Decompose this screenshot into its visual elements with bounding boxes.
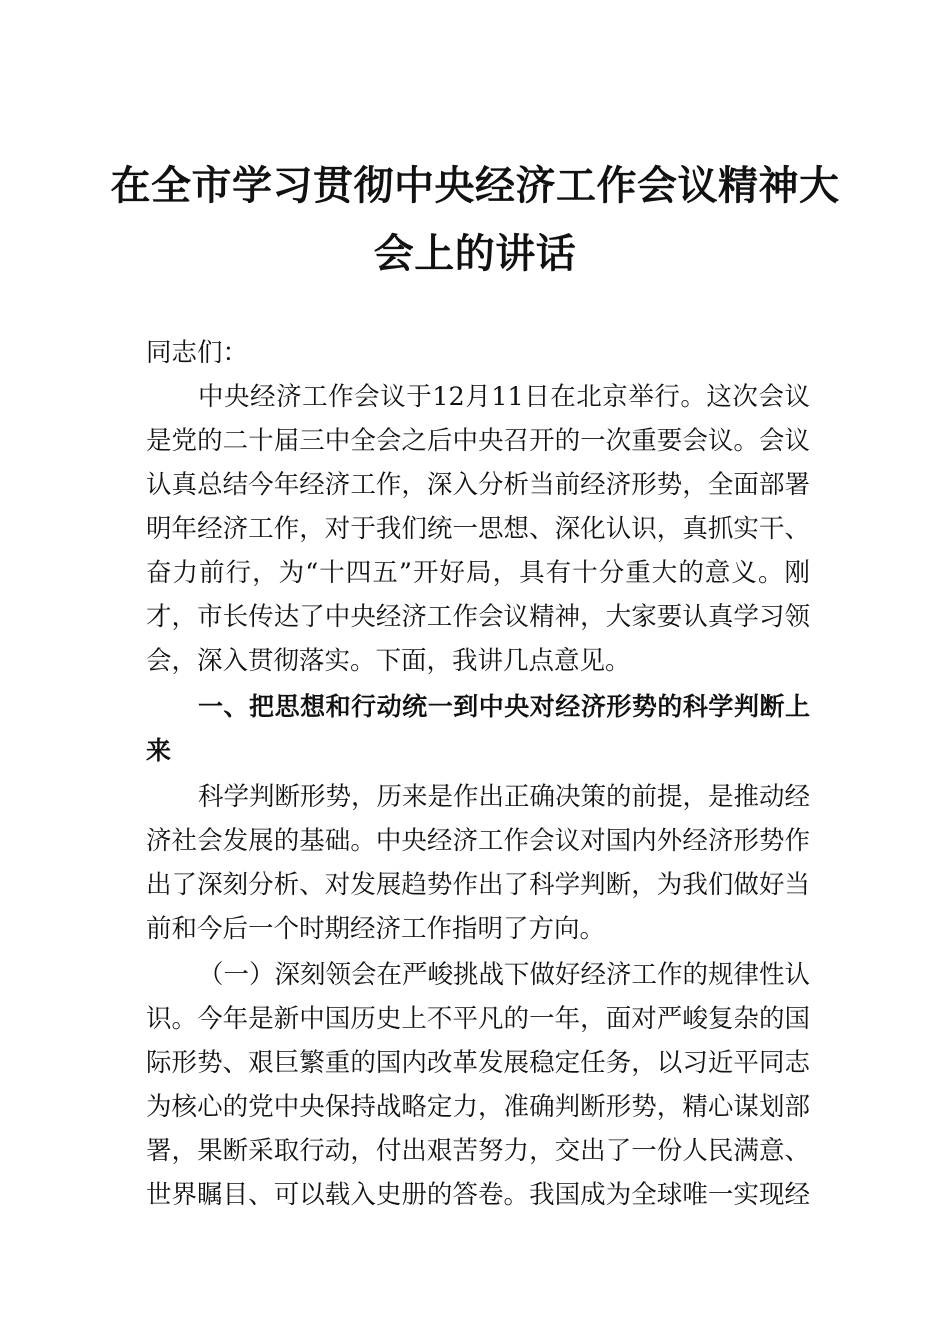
section-heading-1: 一、把思想和行动统一到中央对经济形势的科学判断上 <box>198 692 810 721</box>
paragraph-2-line: 科学判断形势，历来是作出正确决策的前提，是推动经 <box>198 782 810 812</box>
paragraph-2-line: 出了深刻分析、对发展趋势作出了科学判断，为我们做好当 <box>146 870 810 900</box>
paragraph-1-line: 才，市长传达了中央经济工作会议精神，大家要认真学习领 <box>146 602 810 632</box>
paragraph-1-line: 明年经济工作，对于我们统一思想、深化认识，真抓实干、 <box>146 514 810 544</box>
paragraph-1-line: 认真总结今年经济工作，深入分析当前经济形势，全面部署 <box>146 470 810 500</box>
paragraph-2-line: 前和今后一个时期经济工作指明了方向。 <box>146 914 606 944</box>
document-title-line-1: 在全市学习贯彻中央经济工作会议精神大 <box>110 162 840 209</box>
paragraph-3-line: 署，果断采取行动，付出艰苦努力，交出了一份人民满意、 <box>146 1136 810 1166</box>
paragraph-3-line: （一）深刻领会在严峻挑战下做好经济工作的规律性认 <box>198 960 810 990</box>
paragraph-2-line: 济社会发展的基础。中央经济工作会议对国内外经济形势作 <box>146 826 810 856</box>
paragraph-1-line: 会，深入贯彻落实。下面，我讲几点意见。 <box>146 646 631 676</box>
section-heading-1-continued: 来 <box>146 736 172 765</box>
paragraph-1-line: 中央经济工作会议于12月11日在北京举行。这次会议 <box>198 382 810 412</box>
paragraph-3-line: 识。今年是新中国历史上不平凡的一年，面对严峻复杂的国 <box>146 1004 810 1034</box>
salutation: 同志们： <box>146 338 249 368</box>
paragraph-3-line: 际形势、艰巨繁重的国内改革发展稳定任务，以习近平同志 <box>146 1048 810 1078</box>
paragraph-1-line: 奋力前行，为“十四五”开好局，具有十分重大的意义。刚 <box>146 558 810 588</box>
paragraph-3-line: 世界瞩目、可以载入史册的答卷。我国成为全球唯一实现经 <box>146 1180 810 1210</box>
document-title-line-2: 会上的讲话 <box>373 230 577 277</box>
paragraph-1-line: 是党的二十届三中全会之后中央召开的一次重要会议。会议 <box>146 426 810 456</box>
paragraph-3-line: 为核心的党中央保持战略定力，准确判断形势，精心谋划部 <box>146 1092 810 1122</box>
